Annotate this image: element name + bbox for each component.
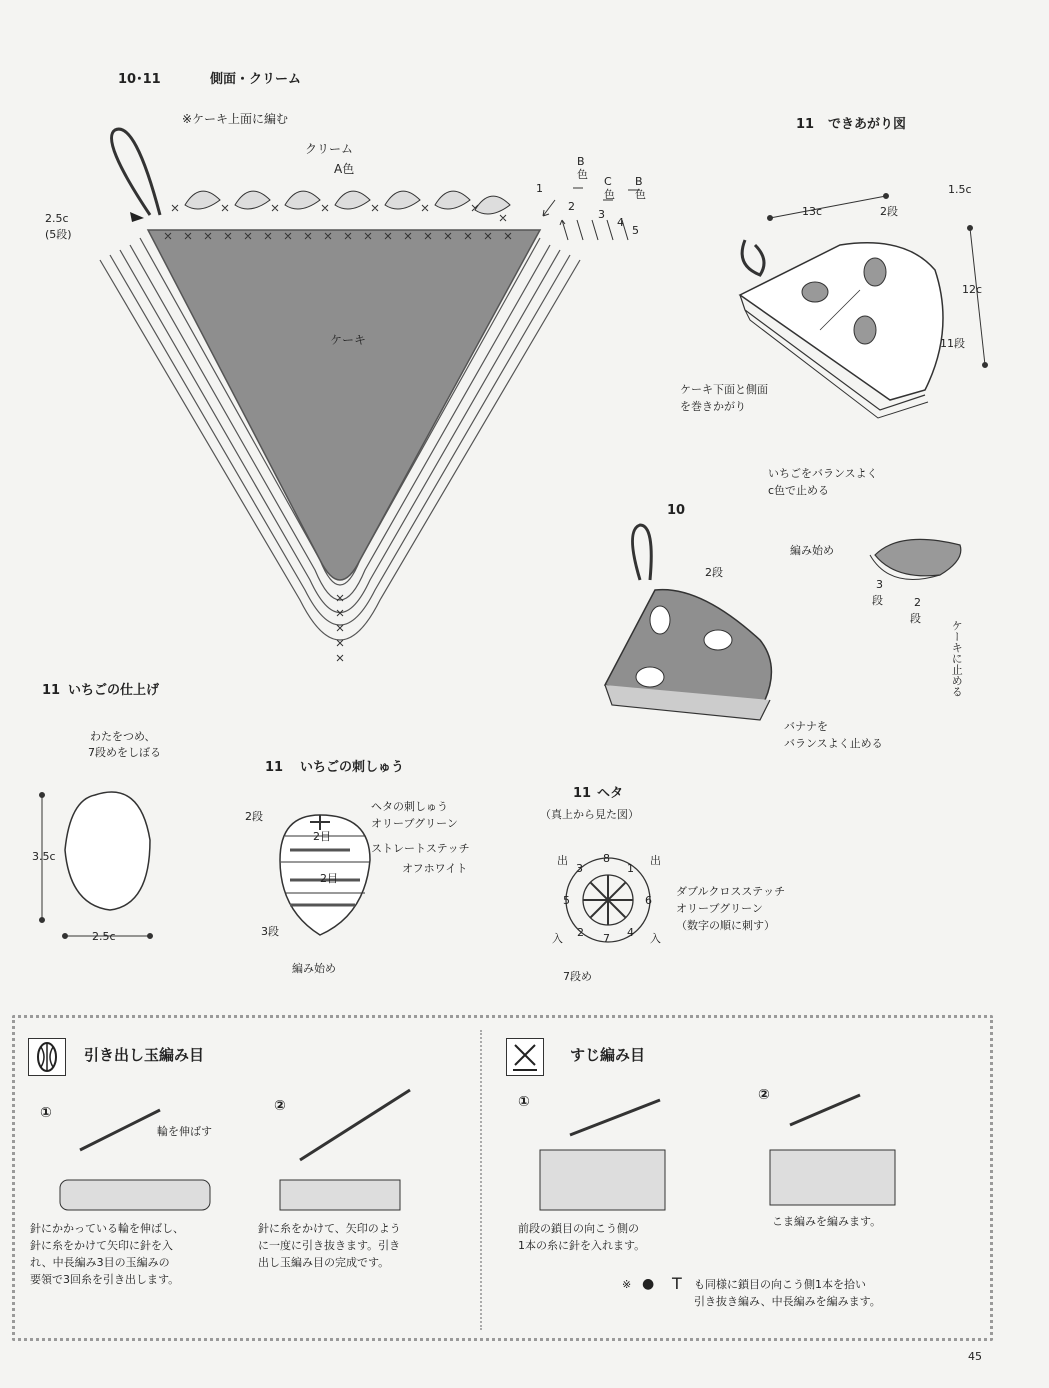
item10-fix-note: ケーキに止める [950, 620, 964, 697]
heta-note-2: オリーブグリーン [676, 902, 763, 915]
strawberry-finish-number: 11 [42, 683, 61, 698]
finished-number: 11 [796, 117, 815, 132]
heta-row7: 7段め [563, 970, 592, 983]
technique-left-desc2-1: 針に糸をかけて、矢印のよう [258, 1222, 401, 1235]
dim-width-label: 13c [802, 205, 823, 218]
technique-left-callout: 輪を伸ばす [157, 1125, 212, 1138]
technique-left-desc1-4: 要領で3回糸を引き出します。 [30, 1273, 180, 1286]
cream-scallops [185, 191, 510, 214]
technique-left-desc1-3: れ、中長編み3目の玉編みの [30, 1256, 170, 1269]
technique-right-note-2: 引き抜き編み、中長編みを編みます。 [694, 1295, 881, 1308]
technique-left-step2: ② [274, 1098, 286, 1114]
page-number: 45 [968, 1350, 982, 1363]
technique-right-desc2: こま編みを編みます。 [772, 1215, 882, 1228]
finished-illustration-11 [740, 194, 988, 419]
puff-symbol-graphic [29, 1039, 65, 1075]
heta-number: 11 [573, 786, 592, 801]
technique-right-desc1-2: 1本の糸に針を入れます。 [518, 1239, 646, 1252]
straight-stitch-2: オフホワイト [402, 862, 468, 875]
embroidery-row2: 2段 [245, 810, 263, 823]
start-arrow-icon [130, 212, 144, 222]
technique-right-step1: ① [518, 1094, 530, 1110]
heta-out-right: 出 [650, 854, 661, 867]
heta-in-right: 入 [650, 932, 661, 945]
embroidery-title: いちごの刺しゅう [300, 760, 405, 775]
heta-num-8: 8 [603, 852, 610, 865]
banana-note-1: バナナを [784, 720, 828, 733]
label-cake: ケーキ [330, 333, 367, 347]
strawberry-finish-illustration [40, 792, 153, 939]
strawberry-finish-note-1: わたをつめ、 [90, 730, 156, 743]
label-color-b1: B 色 [577, 155, 588, 182]
label-color-c: C 色 [604, 175, 615, 202]
item10-row3-unit: 段 [872, 594, 883, 607]
heta-num-2: 2 [577, 926, 584, 939]
rows-2-label: 2段 [880, 205, 898, 218]
strawberry-finish-title: いちごの仕上げ [68, 683, 160, 698]
slip-stitch-symbol-icon: ● [642, 1276, 655, 1292]
embroidery-row3: 3段 [261, 925, 279, 938]
note-side-1: ケーキ下面と側面 [680, 383, 768, 396]
technique-left-desc2-2: に一度に引き抜きます。引き [258, 1239, 401, 1252]
note-strawberry-1: いちごをバランスよく [768, 467, 878, 480]
dim-line-width [770, 196, 886, 218]
item10-title: 10 [667, 503, 686, 518]
hanging-loop [112, 129, 160, 215]
technique-left-step1: ① [40, 1105, 52, 1121]
height-label: 2.5c [45, 212, 69, 225]
heta-embroidery-1: ヘタの刺しゅう [371, 800, 448, 813]
item10-row3-num: 3 [876, 578, 883, 591]
note-on-cake-top: ※ケーキ上面に編む [182, 112, 289, 126]
dim-line-height [970, 228, 985, 365]
row-label-4: 4 [617, 216, 624, 229]
row-label-1: 1 [536, 182, 543, 195]
heta-title: ヘタ [597, 786, 624, 801]
section-title-side-cream: 側面・クリーム [210, 72, 302, 87]
label-cream: クリーム [305, 142, 354, 156]
heta-note-1: ダブルクロスステッチ [676, 885, 786, 898]
technique-divider [480, 1030, 482, 1330]
heta-num-6: 6 [645, 894, 652, 907]
heta-num-1: 1 [627, 862, 634, 875]
technique-left-desc1-2: 針に糸をかけて矢印に針を入 [30, 1239, 173, 1252]
technique-left-title: 引き出し玉編み目 [84, 1046, 205, 1064]
item10-start: 編み始め [790, 544, 834, 557]
technique-left-desc2-3: 出し玉編み目の完成です。 [258, 1256, 390, 1269]
note-side-2: を巻きかがり [680, 400, 746, 413]
heta-num-5: 5 [563, 894, 570, 907]
finished-title: できあがり図 [828, 117, 907, 132]
heta-subtitle: （真上から見た図） [540, 808, 639, 821]
banana-note-2: バランスよく止める [784, 737, 883, 750]
cake-triangle [148, 230, 540, 580]
strawberry-finish-note-2: 7段めをしぼる [88, 746, 161, 759]
rows-11-label: 11段 [940, 337, 965, 350]
row-label-5: 5 [632, 224, 639, 237]
technique-right-step2: ② [758, 1087, 770, 1103]
item10-rows-2: 2段 [705, 566, 723, 579]
heta-num-4: 4 [627, 926, 634, 939]
back-loop-symbol-icon [506, 1038, 544, 1076]
technique-right-note-1: も同様に鎖目の向こう側1本を拾い [694, 1278, 866, 1291]
half-double-symbol-icon: T [672, 1274, 682, 1293]
heta-num-3: 3 [576, 862, 583, 875]
section-number: 10･11 [118, 72, 161, 87]
technique-right-desc1-1: 前段の鎖目の向こう側の [518, 1222, 639, 1235]
embroidery-start: 編み始め [292, 962, 336, 975]
embroidery-count-2: 2目 [320, 872, 338, 885]
heta-note-3: （数字の順に刺す） [676, 919, 775, 932]
heta-out-left: 出 [557, 854, 568, 867]
note-strawberry-2: c色で止める [768, 484, 830, 497]
dim-top-label: 1.5c [948, 183, 972, 196]
embroidery-number: 11 [265, 760, 284, 775]
strawberry-width: 2.5c [92, 930, 116, 943]
strawberry-height: 3.5c [32, 850, 56, 863]
row-label-3: 3 [598, 208, 605, 221]
puff-stitch-symbol-icon [28, 1038, 66, 1076]
label-color-b2: B 色 [635, 175, 646, 202]
row-label-2: 2 [568, 200, 575, 213]
back-loop-symbol-graphic [507, 1039, 543, 1075]
straight-stitch-1: ストレートステッチ [371, 842, 470, 855]
height-rows-label: (5段) [45, 228, 72, 241]
label-color-a: A色 [334, 162, 355, 176]
technique-right-title: すじ編み目 [570, 1046, 646, 1064]
item10-row2-num: 2 [914, 596, 921, 609]
heta-embroidery-2: オリーブグリーン [371, 817, 458, 830]
embroidery-count-1: 2目 [313, 830, 331, 843]
heta-in-left: 入 [552, 932, 563, 945]
technique-left-desc1-1: 針にかかっている輪を伸ばし、 [30, 1222, 184, 1235]
technique-right-note-mark: ※ [622, 1278, 632, 1291]
dim-height-label: 12c [962, 283, 983, 296]
direction-arrows [543, 188, 640, 240]
finished-illustration-10 [605, 525, 964, 720]
item10-row2-unit: 段 [910, 612, 921, 625]
cake-side-diagram [100, 129, 640, 661]
heta-num-7: 7 [603, 932, 610, 945]
